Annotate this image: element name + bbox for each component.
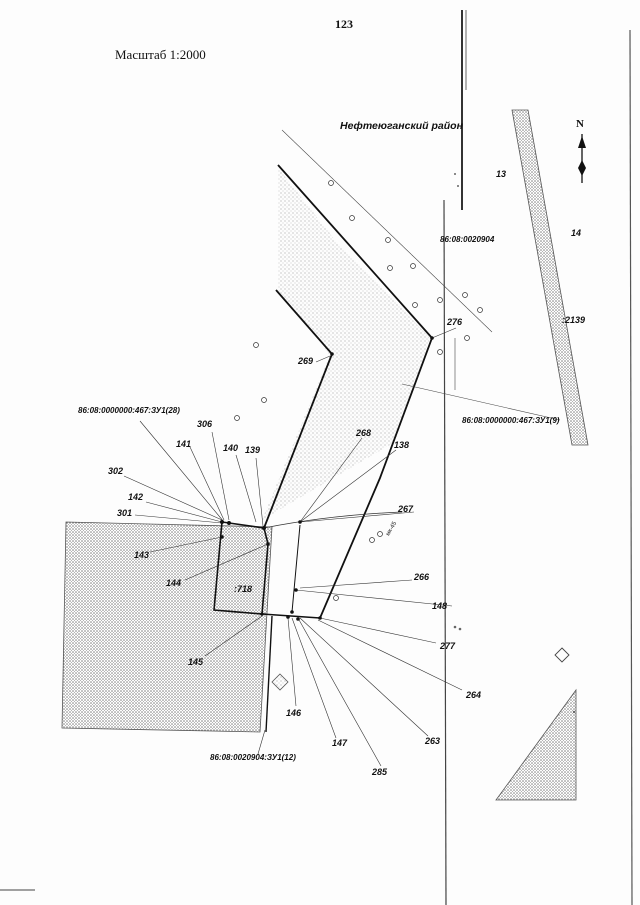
point-label: 138	[394, 440, 410, 450]
boundary-line	[262, 614, 320, 618]
point-label: 269	[298, 356, 314, 366]
point-label: 285	[372, 767, 388, 777]
point-label: 266	[414, 572, 430, 582]
point-label: 302	[108, 466, 124, 476]
point-label: 145	[188, 657, 204, 667]
page-number: 123	[335, 17, 353, 31]
north-arrow-icon	[578, 134, 586, 183]
point-label: 141	[176, 439, 192, 449]
boundary-line	[264, 512, 402, 528]
cadastral-number: 86:08:0000000:467:ЗУ1(28)	[78, 406, 180, 415]
cadastral-block: 86:08:0020904	[440, 235, 495, 244]
point-label: 276	[447, 317, 463, 327]
cadastral-number: 86:08:0020904:ЗУ1(12)	[210, 753, 296, 762]
district-name: Нефтеюганский район	[340, 120, 463, 132]
point-label: 301	[117, 508, 133, 518]
parcel-number: мк-45	[385, 520, 399, 538]
point-label: 142	[128, 492, 144, 502]
point-label: 277	[440, 641, 456, 651]
hatched-strip-right	[512, 110, 588, 445]
point-label: 139	[245, 445, 261, 455]
scan-edge-line	[444, 200, 446, 905]
hatched-triangle	[496, 690, 576, 800]
point-label: 143	[134, 550, 150, 560]
point-label: 306	[197, 419, 213, 429]
parcel-number: 14	[571, 228, 582, 238]
point-label: 148	[432, 601, 448, 611]
boundary-line	[292, 525, 300, 612]
north-label: N	[576, 118, 584, 130]
point-label: 268	[356, 428, 372, 438]
scale-label: Масштаб 1:2000	[115, 47, 206, 62]
hatched-parcel-left	[62, 522, 272, 732]
scan-edge-line	[630, 30, 632, 905]
cadastral-number: 86:08:0000000:467:ЗУ1(9)	[462, 416, 560, 425]
parcel-number: :2139	[562, 315, 586, 325]
parcel-number: :718	[234, 584, 253, 594]
point-label: 264	[466, 690, 482, 700]
point-label: 146	[286, 708, 302, 718]
boundary-line	[266, 616, 272, 732]
point-label: 267	[398, 504, 414, 514]
point-label: 140	[223, 443, 239, 453]
leader-line	[402, 384, 560, 420]
point-label: 147	[332, 738, 348, 748]
scan-specks	[454, 173, 576, 713]
parcel-number: 13	[496, 169, 507, 179]
diamond-symbol	[555, 648, 569, 662]
point-label: 144	[166, 578, 182, 588]
diamond-symbol	[272, 674, 288, 690]
point-label: 263	[425, 736, 441, 746]
